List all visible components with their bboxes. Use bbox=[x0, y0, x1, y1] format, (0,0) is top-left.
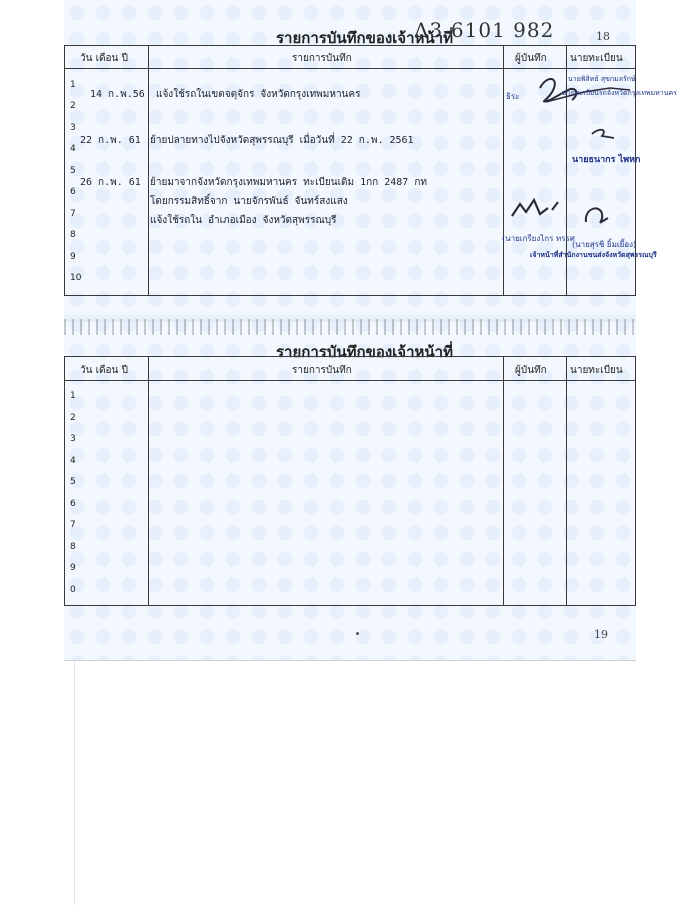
recorder-stamp-top: ธิระ bbox=[506, 92, 520, 101]
bottom-row-number: 9 bbox=[70, 563, 76, 573]
bottom-row-number: 3 bbox=[70, 434, 76, 444]
registrar-stamp-top-title: นายทะเบียนรถจังหวัดกรุงเทพมหานคร bbox=[562, 89, 677, 97]
bottom-row-number: 1 bbox=[70, 391, 76, 401]
top-col-date: วัน เดือน ปี bbox=[80, 53, 128, 64]
entry-date: 22 ก.พ. 61 bbox=[80, 135, 141, 146]
top-row-number: 1 bbox=[70, 80, 76, 90]
bottom-col-registrar: นายทะเบียน bbox=[570, 365, 623, 376]
top-row-number: 2 bbox=[70, 101, 76, 111]
top-row-number: 7 bbox=[70, 209, 76, 219]
bottom-header-rule bbox=[64, 380, 636, 381]
top-col-divider-2 bbox=[503, 45, 504, 295]
entry-text: ย้ายปลายทางไปจังหวัดสุพรรณบุรี เมื่อวันที่ 22 ก.พ. 2561 bbox=[150, 135, 414, 146]
recorder-stamp-bottom: (นายเกรียงไกร ทรรศ bbox=[502, 234, 575, 243]
bottom-col-entry: รายการบันทึก bbox=[292, 365, 352, 376]
recorder-signature-bottom bbox=[506, 188, 576, 228]
bottom-col-divider-3 bbox=[566, 356, 567, 605]
bottom-row-number: 8 bbox=[70, 542, 76, 552]
top-section-title: รายการบันทึกของเจ้าหน้าที่ bbox=[276, 29, 453, 47]
bottom-col-divider-1 bbox=[148, 356, 149, 605]
registrar-signature-middle bbox=[588, 124, 618, 146]
top-row-number: 10 bbox=[70, 273, 82, 283]
registrar-signature-bottom bbox=[580, 200, 620, 230]
entry-text: แจ้งใช้รถในเขตจตุจักร จังหวัดกรุงเทพมหานคร bbox=[156, 89, 361, 100]
bottom-page-number: 19 bbox=[594, 628, 608, 641]
bottom-row-number: 2 bbox=[70, 413, 76, 423]
top-row-number: 4 bbox=[70, 144, 76, 154]
handwritten-number: Δ3-6101 982 bbox=[414, 18, 555, 42]
entry-date: 14 ก.พ.56 bbox=[90, 89, 145, 100]
top-col-recorder: ผู้บันทึก bbox=[515, 53, 547, 64]
top-col-entry: รายการบันทึก bbox=[292, 53, 352, 64]
entry-text: โดยกรรมสิทธิ์จาก นายจักรพันธ์ จันทร์สงแสง bbox=[150, 196, 348, 207]
registrar-stamp-top: นายพิสิทธ์ สุขกมลรักษ์ bbox=[568, 75, 636, 83]
top-row-number: 6 bbox=[70, 187, 76, 197]
bottom-row-number: 6 bbox=[70, 499, 76, 509]
entry-text: ย้ายมาจากจังหวัดกรุงเทพมหานคร ทะเบียนเดิม 1กก 2487 กท bbox=[150, 177, 427, 188]
top-header-rule bbox=[64, 68, 636, 69]
bottom-row-number: 5 bbox=[70, 477, 76, 487]
entry-text: แจ้งใช้รถใน อำเภอเมือง จังหวัดสุพรรณบุรี bbox=[150, 215, 337, 226]
top-col-registrar: นายทะเบียน bbox=[570, 53, 623, 64]
bottom-row-number: 0 bbox=[70, 585, 76, 595]
bottom-section-title: รายการบันทึกของเจ้าหน้าที่ bbox=[276, 343, 453, 361]
entry-date: 26 ก.พ. 61 bbox=[80, 177, 141, 188]
top-row-number: 5 bbox=[70, 166, 76, 176]
bottom-row-number: 4 bbox=[70, 456, 76, 466]
top-row-number: 3 bbox=[70, 123, 76, 133]
bottom-col-divider-2 bbox=[503, 356, 504, 605]
page-fold bbox=[64, 319, 636, 335]
margin-line bbox=[74, 660, 75, 905]
bottom-col-recorder: ผู้บันทึก bbox=[515, 365, 547, 376]
top-page-number: 18 bbox=[596, 30, 610, 43]
top-row-number: 9 bbox=[70, 252, 76, 262]
top-row-number: 8 bbox=[70, 230, 76, 240]
registrar-stamp-bottom: (นายสุรชิ ยิ้มเยี้อง) bbox=[572, 240, 637, 249]
registrar-stamp-middle: นายธนากร ไพหก bbox=[572, 155, 641, 165]
page-edge bbox=[64, 660, 636, 661]
bottom-record-table bbox=[64, 356, 636, 606]
registrar-stamp-bottom-title: เจ้าหน้าที่สำนักงานขนส่งจังหวัดสุพรรณบุรี bbox=[530, 251, 657, 259]
top-col-divider-1 bbox=[148, 45, 149, 295]
ink-mark bbox=[356, 632, 359, 635]
bottom-col-date: วัน เดือน ปี bbox=[80, 365, 128, 376]
bottom-row-number: 7 bbox=[70, 520, 76, 530]
